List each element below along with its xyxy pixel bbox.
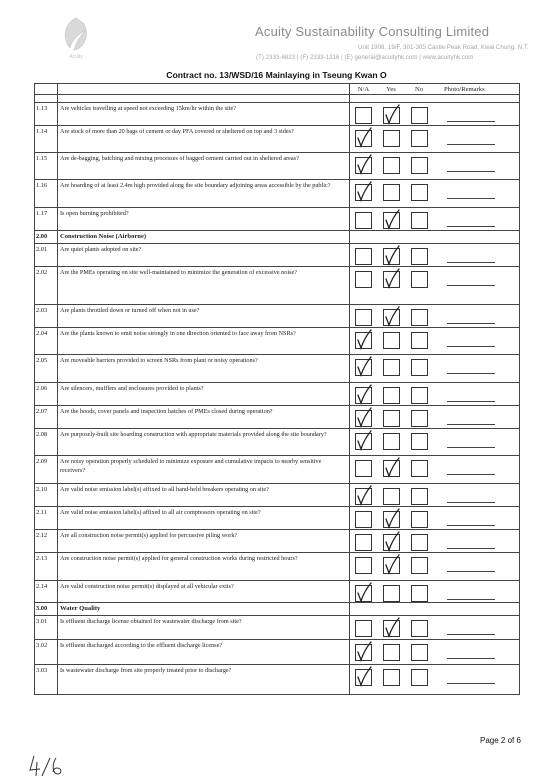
- remarks-line[interactable]: [447, 171, 495, 172]
- checklist-row: [35, 580, 520, 602]
- item-number: 2.00: [35, 231, 58, 244]
- checkbox-no[interactable]: [411, 534, 428, 551]
- checklist-row: [35, 327, 520, 354]
- checkbox-na[interactable]: [355, 309, 372, 326]
- remarks-line[interactable]: [447, 323, 495, 324]
- checkmark-icon: [384, 309, 399, 324]
- item-number: 2.09: [35, 455, 58, 483]
- answer-cells: [350, 615, 520, 639]
- checkbox-no[interactable]: [411, 511, 428, 528]
- remarks-line[interactable]: [447, 401, 495, 402]
- checkbox-na[interactable]: [355, 557, 372, 574]
- answer-cells: [350, 580, 520, 602]
- remarks-line[interactable]: [447, 599, 495, 600]
- checkmark-icon: [384, 511, 399, 526]
- question-text: Are hoarding of at least 2.4m high provided along the site boundary adjoining areas accessible by the public?: [58, 180, 350, 208]
- answer-cells: [350, 455, 520, 483]
- checklist-row: [35, 664, 520, 694]
- item-number: 2.14: [35, 580, 58, 602]
- checkbox-na[interactable]: [355, 184, 372, 201]
- item-number: 2.10: [35, 483, 58, 506]
- checklist-table: [34, 83, 520, 695]
- checklist-row: [35, 529, 520, 552]
- checkmark-icon: [356, 669, 371, 684]
- checklist-row: [35, 552, 520, 580]
- checkmark-icon: [356, 184, 371, 199]
- col-na-header: N/A: [357, 86, 370, 93]
- item-number: 1.15: [35, 153, 58, 180]
- remarks-line[interactable]: [447, 373, 495, 374]
- checkmark-icon: [384, 620, 399, 635]
- question-text: Is wastewater discharge from site properly treated prior to discharge?: [58, 664, 350, 694]
- remarks-line[interactable]: [447, 121, 495, 122]
- item-number: 2.07: [35, 405, 58, 428]
- checkbox-na[interactable]: [355, 410, 372, 427]
- checkbox-no[interactable]: [411, 644, 428, 661]
- checkbox-yes[interactable]: [383, 387, 400, 404]
- checkbox-no[interactable]: [411, 387, 428, 404]
- checklist-row: [35, 382, 520, 405]
- remarks-line[interactable]: [447, 424, 495, 425]
- item-number: 3.03: [35, 664, 58, 694]
- checkbox-yes[interactable]: [383, 332, 400, 349]
- checkbox-yes[interactable]: [383, 534, 400, 551]
- checklist-header-row: [35, 84, 520, 95]
- checklist-row: [35, 208, 520, 231]
- checkbox-na[interactable]: [355, 511, 372, 528]
- checklist-row: [35, 615, 520, 639]
- answer-cells: [350, 602, 520, 615]
- checkmark-icon: [356, 130, 371, 145]
- checkbox-no[interactable]: [411, 271, 428, 288]
- checkmark-icon: [356, 488, 371, 503]
- checklist-row: [35, 455, 520, 483]
- checkbox-na[interactable]: [355, 620, 372, 637]
- checkbox-no[interactable]: [411, 157, 428, 174]
- checkbox-no[interactable]: [411, 460, 428, 477]
- checkmark-icon: [356, 410, 371, 425]
- checkbox-no[interactable]: [411, 620, 428, 637]
- checkbox-no[interactable]: [411, 359, 428, 376]
- checkmark-icon: [356, 387, 371, 402]
- question-text: Are purposely-built site hoarding construction with appropriate materials provided along the site boundary?: [58, 428, 350, 455]
- section-heading: Construction Noise (Airborne): [58, 231, 350, 244]
- answer-cells: [350, 231, 520, 244]
- checklist-row: [35, 266, 520, 304]
- logo-text: Acuity: [69, 54, 83, 60]
- answer-cells: [350, 506, 520, 529]
- checkbox-na[interactable]: [355, 387, 372, 404]
- checkbox-yes[interactable]: [383, 669, 400, 686]
- checkbox-na[interactable]: [355, 157, 372, 174]
- remarks-line[interactable]: [447, 658, 495, 659]
- checkbox-no[interactable]: [411, 585, 428, 602]
- checkbox-yes[interactable]: [383, 410, 400, 427]
- handwritten-page-note: [28, 752, 68, 780]
- checkbox-na[interactable]: [355, 644, 372, 661]
- question-text: Are all construction noise permit(s) applied for percussive piling work?: [58, 529, 350, 552]
- answer-cells: [350, 639, 520, 664]
- checkbox-na[interactable]: [355, 534, 372, 551]
- checkbox-no[interactable]: [411, 410, 428, 427]
- checklist-row: [35, 483, 520, 506]
- question-text: Are plants throttled down or turned off when not in use?: [58, 304, 350, 327]
- answer-cells: [350, 126, 520, 153]
- checkbox-na[interactable]: [355, 488, 372, 505]
- checkmark-icon: [384, 534, 399, 549]
- question-text: Are silencers, mufflers and enclosures provided to plants?: [58, 382, 350, 405]
- checkbox-yes[interactable]: [383, 460, 400, 477]
- remarks-line[interactable]: [447, 525, 495, 526]
- remarks-line[interactable]: [447, 262, 495, 263]
- checkbox-no[interactable]: [411, 488, 428, 505]
- checkbox-na[interactable]: [355, 585, 372, 602]
- checklist-row: [35, 354, 520, 382]
- item-number: 1.14: [35, 126, 58, 153]
- page-number: Page 2 of 6: [480, 736, 521, 745]
- question-text: Are moveable barriers provided to screen NSRs from plant or noisy operations?: [58, 354, 350, 382]
- item-number: 1.17: [35, 208, 58, 231]
- remarks-line[interactable]: [447, 502, 495, 503]
- item-number: 3.00: [35, 602, 58, 615]
- item-number: 2.03: [35, 304, 58, 327]
- company-logo-icon: [54, 14, 98, 62]
- item-number: 3.02: [35, 639, 58, 664]
- checkbox-yes[interactable]: [383, 130, 400, 147]
- checkmark-icon: [384, 271, 399, 286]
- company-address: Unit 1908, 19/F, 301-305 Castle Peak Road, Kwai Chung, N.T.: [358, 44, 529, 51]
- checkbox-na[interactable]: [355, 332, 372, 349]
- checkbox-no[interactable]: [411, 212, 428, 229]
- checklist-row: [35, 126, 520, 153]
- question-text: Are valid construction noise permit(s) displayed at all vehicular exits?: [58, 580, 350, 602]
- answer-cells: [350, 304, 520, 327]
- answer-cells: [350, 552, 520, 580]
- checkbox-no[interactable]: [411, 332, 428, 349]
- checkbox-no[interactable]: [411, 184, 428, 201]
- checklist-row: [35, 602, 520, 615]
- checkbox-na[interactable]: [355, 107, 372, 124]
- col-remarks-header: Photo/Remarks: [444, 86, 485, 93]
- checkbox-yes[interactable]: [383, 271, 400, 288]
- checkbox-yes[interactable]: [383, 620, 400, 637]
- answer-cells: [350, 483, 520, 506]
- checklist-row: [35, 405, 520, 428]
- checkbox-na[interactable]: [355, 130, 372, 147]
- checkbox-yes[interactable]: [383, 157, 400, 174]
- document-title: Contract no. 13/WSD/16 Mainlaying in Tseung Kwan O: [166, 70, 387, 80]
- item-number: 1.16: [35, 180, 58, 208]
- checkbox-yes[interactable]: [383, 557, 400, 574]
- question-text: Are the hoods, cover panels and inspection hatches of PMEs closed during operation?: [58, 405, 350, 428]
- question-text: Are construction noise permit(s) applied for general construction works during restricted hours?: [58, 552, 350, 580]
- remarks-line[interactable]: [447, 285, 495, 286]
- checkbox-no[interactable]: [411, 669, 428, 686]
- item-number: 2.04: [35, 327, 58, 354]
- checkbox-no[interactable]: [411, 309, 428, 326]
- checkbox-yes[interactable]: [383, 184, 400, 201]
- item-number: 2.05: [35, 354, 58, 382]
- item-number: 2.13: [35, 552, 58, 580]
- checkbox-yes[interactable]: [383, 511, 400, 528]
- checkmark-icon: [384, 460, 399, 475]
- answer-cells: [350, 382, 520, 405]
- checkbox-yes[interactable]: [383, 359, 400, 376]
- checkbox-yes[interactable]: [383, 212, 400, 229]
- checkbox-na[interactable]: [355, 212, 372, 229]
- checklist-row: [35, 103, 520, 126]
- checklist-row: [35, 243, 520, 266]
- checklist-row: [35, 304, 520, 327]
- item-number: 2.11: [35, 506, 58, 529]
- answer-cells: [350, 428, 520, 455]
- answer-cells: [350, 354, 520, 382]
- question-text: Are stock of more than 20 bags of cement or day PFA covered or sheltered on top and 3 sides?: [58, 126, 350, 153]
- question-text: Are valid noise emission label(s) affixed to all air compressors operating on site?: [58, 506, 350, 529]
- remarks-line[interactable]: [447, 144, 495, 145]
- checkmark-icon: [384, 557, 399, 572]
- question-text: Is effluent discharge license obtained for wastewater discharge from site?: [58, 615, 350, 639]
- item-number: 2.12: [35, 529, 58, 552]
- checkmark-icon: [356, 644, 371, 659]
- checklist-row: [35, 231, 520, 244]
- checkmark-icon: [356, 157, 371, 172]
- question-text: Are valid noise emission label(s) affixed to all hand-held breakers operating on site?: [58, 483, 350, 506]
- company-contact: (T) 2333-6823 | (F) 2333-1316 | (E) general@acuityhk.com | www.acuityhk.com: [256, 54, 474, 61]
- question-text: Are quiet plants adopted on site?: [58, 243, 350, 266]
- checkbox-na[interactable]: [355, 271, 372, 288]
- item-number: 2.06: [35, 382, 58, 405]
- col-yes-header: Yes: [386, 86, 396, 93]
- company-name: Acuity Sustainability Consulting Limited: [255, 24, 490, 39]
- checkmark-icon: [384, 107, 399, 122]
- checkbox-yes[interactable]: [383, 309, 400, 326]
- checkbox-na[interactable]: [355, 669, 372, 686]
- remarks-line[interactable]: [447, 198, 495, 199]
- checkmark-icon: [384, 248, 399, 263]
- remarks-line[interactable]: [447, 346, 495, 347]
- letterhead: [0, 0, 553, 70]
- checkbox-na[interactable]: [355, 359, 372, 376]
- answer-cells: [350, 266, 520, 304]
- question-text: Are the plants known to emit noise strongly in one direction oriented to face away from NSRs?: [58, 327, 350, 354]
- checkbox-yes[interactable]: [383, 248, 400, 265]
- item-number: 2.02: [35, 266, 58, 304]
- checkbox-yes[interactable]: [383, 644, 400, 661]
- answer-cells: [350, 243, 520, 266]
- item-number: 2.08: [35, 428, 58, 455]
- checkmark-icon: [356, 585, 371, 600]
- checkbox-yes[interactable]: [383, 585, 400, 602]
- checklist-row: [35, 428, 520, 455]
- remarks-line[interactable]: [447, 571, 495, 572]
- answer-cells: [350, 529, 520, 552]
- checkbox-no[interactable]: [411, 248, 428, 265]
- checkbox-no[interactable]: [411, 433, 428, 450]
- section-heading: Water Quality: [58, 602, 350, 615]
- checkbox-yes[interactable]: [383, 433, 400, 450]
- checkbox-no[interactable]: [411, 557, 428, 574]
- checkmark-icon: [384, 212, 399, 227]
- remarks-line[interactable]: [447, 683, 495, 684]
- col-no-header: No: [414, 86, 424, 93]
- checkmark-icon: [356, 433, 371, 448]
- checkbox-na[interactable]: [355, 433, 372, 450]
- question-text: Are noisy operation properly scheduled to minimize exposure and cumulative impacts to nearby sensitive receivers?: [58, 455, 350, 483]
- answer-cells: [350, 153, 520, 180]
- checklist-row: [35, 153, 520, 180]
- checkbox-no[interactable]: [411, 130, 428, 147]
- checklist-row: [35, 180, 520, 208]
- item-number: 3.01: [35, 615, 58, 639]
- item-number: 2.01: [35, 243, 58, 266]
- checkbox-na[interactable]: [355, 460, 372, 477]
- answer-cells: [350, 180, 520, 208]
- checkbox-yes[interactable]: [383, 107, 400, 124]
- checkmark-icon: [356, 359, 371, 374]
- question-text: Are vehicles travelling at speed not exceeding 15km/hr within the site?: [58, 103, 350, 126]
- checklist-row: [35, 506, 520, 529]
- answer-cells: [350, 208, 520, 231]
- checkbox-no[interactable]: [411, 107, 428, 124]
- remarks-line[interactable]: [447, 634, 495, 635]
- checklist-row: [35, 639, 520, 664]
- checkbox-na[interactable]: [355, 248, 372, 265]
- answer-cells: [350, 103, 520, 126]
- answer-cells: [350, 405, 520, 428]
- question-text: Are the PMEs operating on site well-maintained to minimize the generation of excessive noise?: [58, 266, 350, 304]
- checkmark-icon: [356, 332, 371, 347]
- remarks-line[interactable]: [447, 474, 495, 475]
- question-text: Are de-bagging, batching and mixing processes of bagged cement carried out in sheltered areas?: [58, 153, 350, 180]
- checkbox-yes[interactable]: [383, 488, 400, 505]
- answer-cells: [350, 327, 520, 354]
- remarks-line[interactable]: [447, 548, 495, 549]
- answer-cells: [350, 664, 520, 694]
- question-text: Is effluent discharged according to the effluent discharge license?: [58, 639, 350, 664]
- question-text: Is open burning prohibited?: [58, 208, 350, 231]
- remarks-line[interactable]: [447, 226, 495, 227]
- item-number: 1.13: [35, 103, 58, 126]
- remarks-line[interactable]: [447, 447, 495, 448]
